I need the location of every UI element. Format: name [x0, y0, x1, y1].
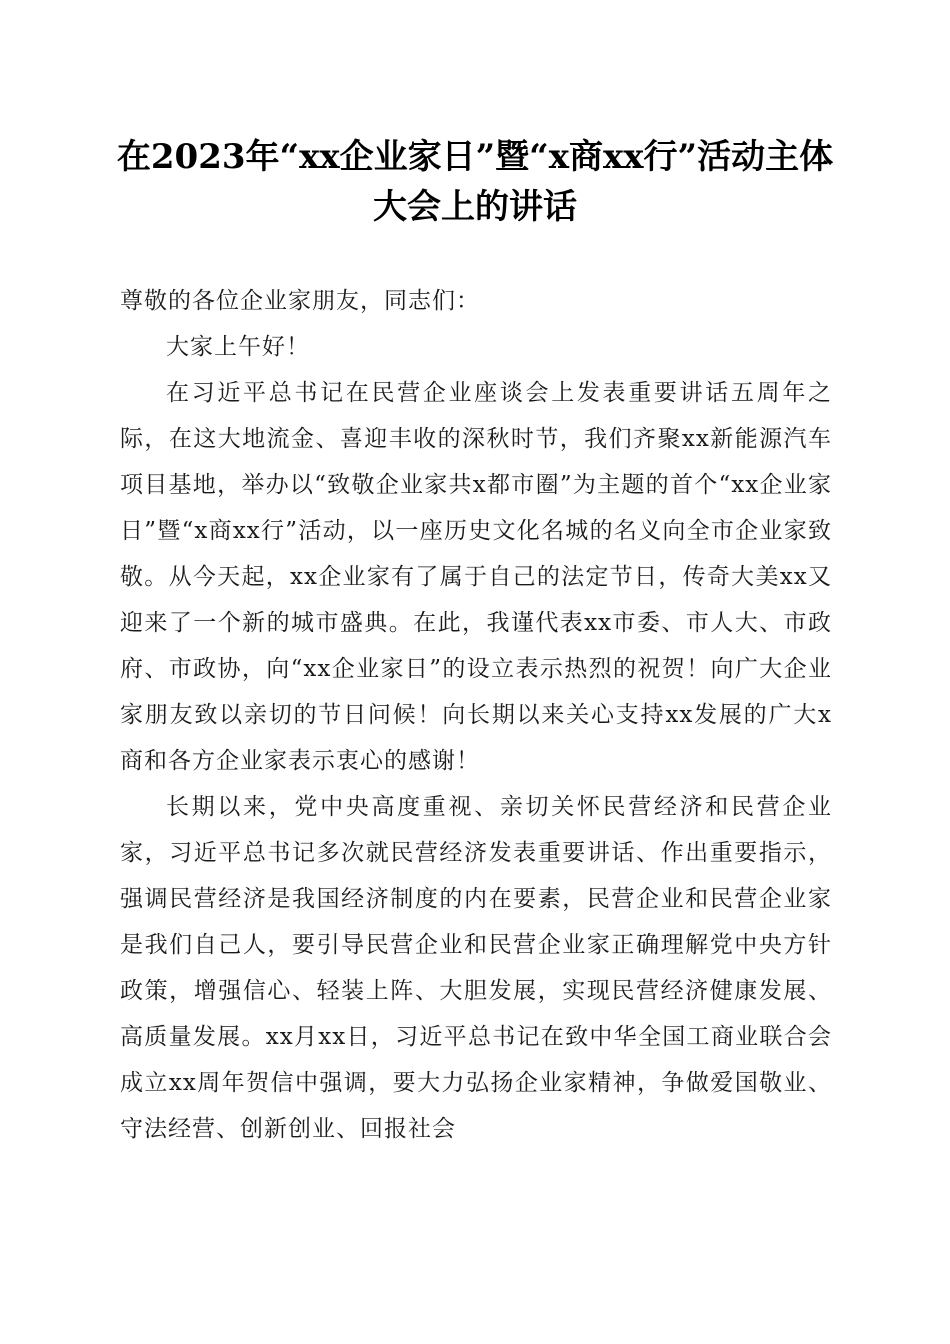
- paragraph: 长期以来，党中央高度重视、亲切关怀民营经济和民营企业家，习近平总书记多次就民营经济发表重要讲话、作出重要指示，强调民营经济是我国经济制度的内在要素，民营企业和民营企业家是我们自己人，要引导民营企业和民营企业家正确理解党中央方针政策，增强信心、轻装上阵、大胆发展，实现民营经济健康发展、高质量发展。xx月xx日，习近平总书记在致中华全国工商业联合会成立xx周年贺信中强调，要大力弘扬企业家精神，争做爱国敬业、守法经营、创新创业、回报社会: [120, 794, 832, 1142]
- salutation: 尊敬的各位企业家朋友，同志们：: [120, 288, 480, 314]
- greeting: 大家上午好！: [166, 334, 310, 360]
- document-title: 在2023年“xx企业家日”暨“x商xx行”活动主体大会上的讲话: [116, 137, 834, 227]
- paragraph: 在习近平总书记在民营企业座谈会上发表重要讲话五周年之际，在这大地流金、喜迎丰收的深秋时节，我们齐聚xx新能源汽车项目基地，举办以“致敬企业家共x都市圈”为主题的首个“xx企业家日”暨“x商xx行”活动，以一座历史文化名城的名义向全市企业家致敬。从今天起，xx企业家有了属于自己的法定节日，传奇大美xx又迎来了一个新的城市盛典。在此，我谨代表xx市委、市人大、市政府、市政协，向“xx企业家日”的设立表示热烈的祝贺！向广大企业家朋友致以亲切的节日问候！向长期以来关心支持xx发展的广大x商和各方企业家表示衷心的感谢！: [120, 380, 832, 774]
- document-body: [120, 278, 832, 1152]
